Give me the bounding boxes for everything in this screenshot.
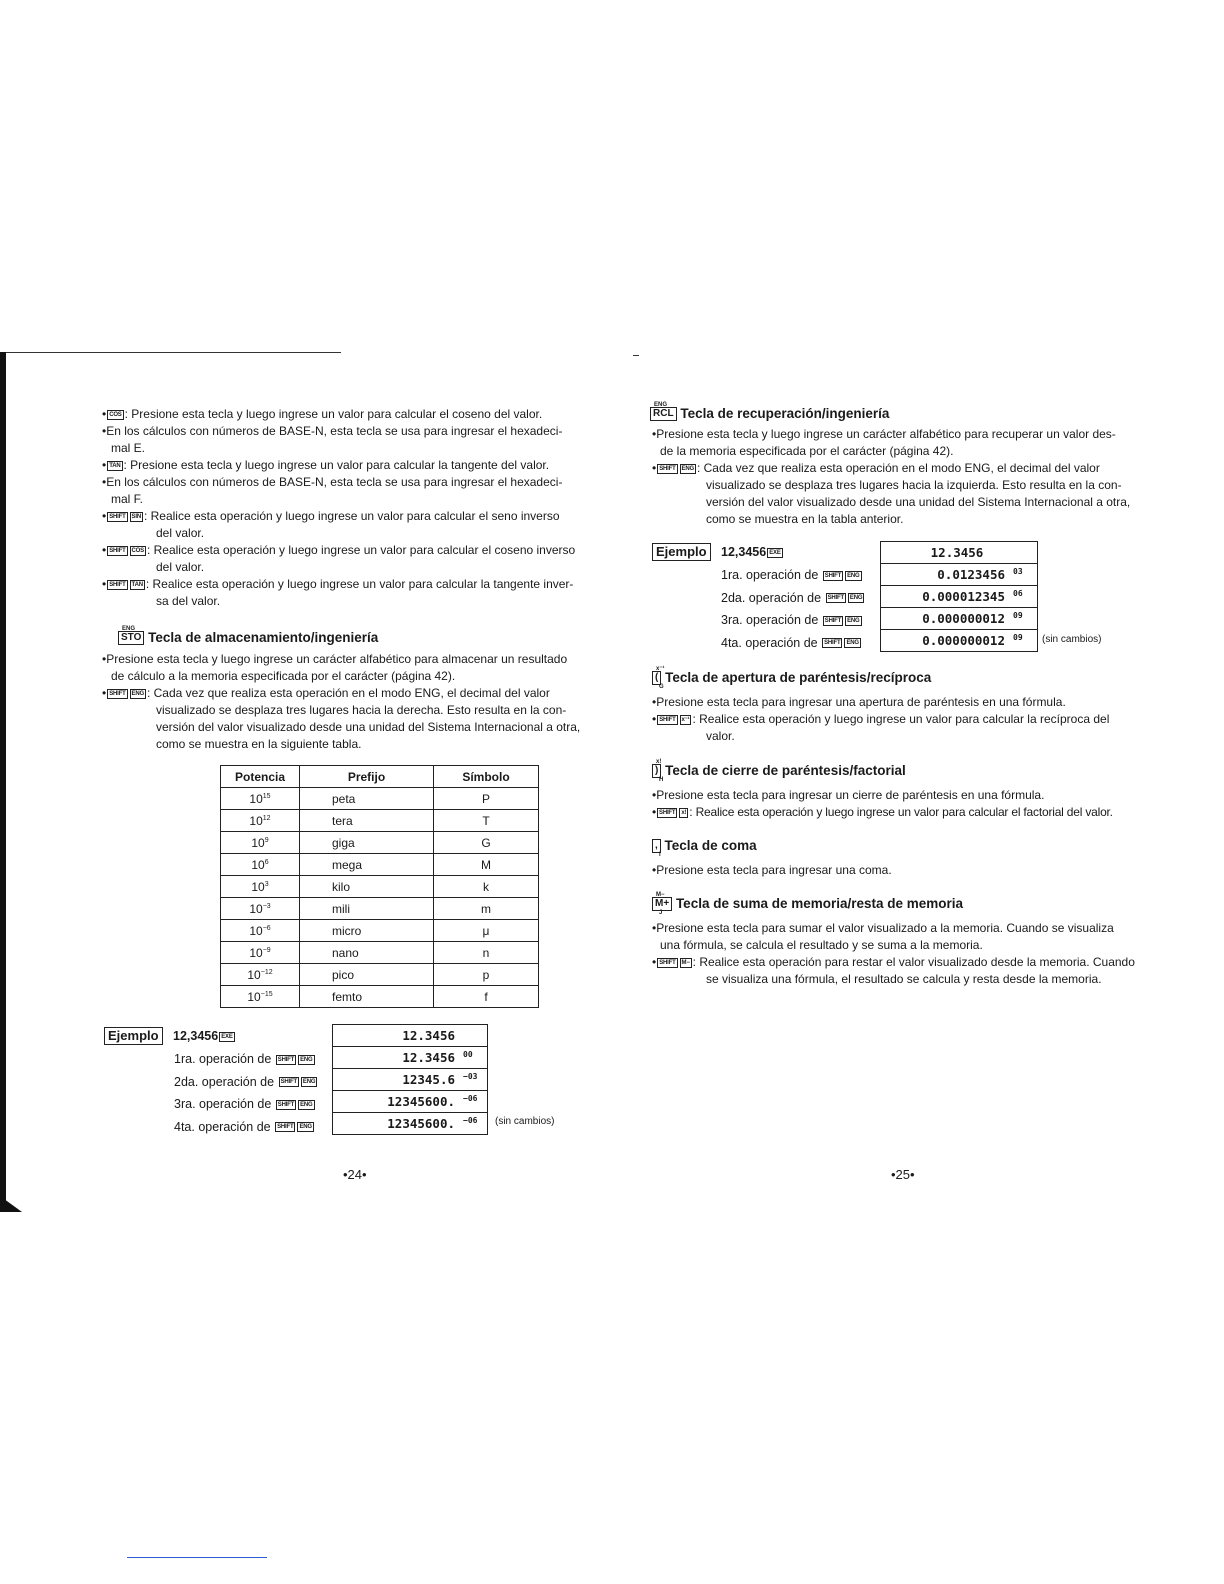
table-row <box>221 788 539 810</box>
page-right <box>612 0 1224 1584</box>
power-cell: $10^{12}$ <box>221 810 300 832</box>
example-label: Ejemplo <box>652 543 711 561</box>
intro-line: • SHIFT SIN : Realice esta operación y luego ingrese un valor para calcular el seno inverso <box>102 509 560 523</box>
shift-key-icon: SHIFT <box>659 465 676 472</box>
body-line: se visualiza una fórmula, el resultado se calcula y resta desde la memoria. <box>706 972 1102 986</box>
prefix-cell: femto <box>300 986 434 1008</box>
prefix-cell: mili <box>300 898 434 920</box>
display-value: 12345600. −06 <box>333 1091 488 1113</box>
intro-line: • TAN : Presione esta tecla y luego ingrese un valor para calcular la tangente del valor. <box>102 458 550 472</box>
intro-line: mal E. <box>111 441 146 455</box>
shift-key-icon: SHIFT <box>109 547 126 554</box>
example-ops-right <box>721 564 865 654</box>
body-line: versión del valor visualizado desde una unidad del Sistema Internacional a otra, <box>706 495 1131 509</box>
eng-key-icon: ENG <box>300 1101 313 1108</box>
m-plus-key-icon: M− M+ J <box>652 897 672 911</box>
op-line: 4ta. operación de SHIFT ENG <box>174 1119 312 1134</box>
display-value: 12345.6 −03 <box>333 1069 488 1091</box>
rcl-key-icon: ENG RCL <box>650 407 677 421</box>
symbol-cell: T <box>434 810 539 832</box>
table-row <box>221 964 539 986</box>
section-heading <box>652 666 932 691</box>
shift-key-icon: SHIFT <box>824 617 842 624</box>
example-input: 12,3456 EXE <box>173 1029 233 1043</box>
power-cell: $10^{-3}$ <box>221 898 300 920</box>
prefix-cell: nano <box>300 942 434 964</box>
power-cell: $10^3$ <box>221 876 300 898</box>
op-line: 3ra. operación de SHIFT ENG <box>721 613 860 628</box>
symbol-cell: p <box>434 964 539 986</box>
intro-line: •En los cálculos con números de BASE-N, esta tecla se usa para ingresar el hexadeci- <box>102 475 563 489</box>
close-paren-key-icon: x! ) H <box>652 764 661 778</box>
col-header: Símbolo <box>434 766 539 788</box>
table-row <box>221 810 539 832</box>
open-paren-key-icon: x⁻¹ ( G <box>652 671 661 685</box>
table-row <box>221 942 539 964</box>
body-line: como se muestra en la tabla anterior. <box>706 512 904 526</box>
display-value: 12345600. −06 <box>333 1113 488 1135</box>
close-paren-section <box>652 759 906 784</box>
body-line: una fórmula, se calcula el resultado y se suma a la memoria. <box>660 938 983 952</box>
display-value: 0.000000012 09 <box>881 630 1038 652</box>
body-line: • SHIFT M− : Realice esta operación para restar el valor visualizado desde la memoria. Cuando <box>652 955 1135 969</box>
power-cell: $10^{-9}$ <box>221 942 300 964</box>
eng-key-icon: ENG <box>131 690 144 697</box>
op-line: 1ra. operación de SHIFT ENG <box>174 1052 313 1066</box>
symbol-cell: μ <box>434 920 539 942</box>
sto-body <box>102 651 612 753</box>
intro-line: mal F. <box>111 492 144 506</box>
prefix-cell: peta <box>300 788 434 810</box>
memory-body <box>652 920 1212 988</box>
example-right <box>652 543 784 561</box>
example-ops-left <box>174 1048 318 1138</box>
section-title: Tecla de suma de memoria/resta de memoria <box>675 896 964 911</box>
tan-key-icon: TAN <box>131 581 143 588</box>
eng-key-icon: ENG <box>849 595 863 602</box>
shift-key-icon: SHIFT <box>659 809 676 816</box>
symbol-cell: n <box>434 942 539 964</box>
op-line: 2da. operación de SHIFT ENG <box>174 1074 316 1089</box>
body-line: • SHIFT ENG : Cada vez que realiza esta operación en el modo ENG, el decimal del valor <box>102 686 550 700</box>
shift-key-icon: SHIFT <box>109 690 126 697</box>
exe-key-icon: EXE <box>769 549 781 556</box>
example-left <box>104 1027 236 1045</box>
display-value: 0.000000012 09 <box>881 608 1038 630</box>
symbol-cell: k <box>434 876 539 898</box>
shift-key-icon: SHIFT <box>109 513 126 520</box>
table-row <box>221 854 539 876</box>
symbol-cell: P <box>434 788 539 810</box>
body-line: •Presione esta tecla y luego ingrese un carácter alfabético para recuperar un valor des- <box>652 427 1116 441</box>
intro-line: • SHIFT COS : Realice esta operación y luego ingrese un valor para calcular el coseno inverso <box>102 543 576 557</box>
eng-key-icon: ENG <box>681 465 694 472</box>
body-line: • SHIFT x! : Realice esta operación y luego ingrese un valor para calcular el factorial del valor. <box>652 805 1113 819</box>
cos-key-icon: COS <box>131 547 144 554</box>
body-line: de cálculo a la memoria especificada por el carácter (página 42). <box>111 669 456 683</box>
display-value: 0.0123456 03 <box>881 564 1038 586</box>
intro-line: • COS : Presione esta tecla y luego ingrese un valor para calcular el coseno del valor. <box>102 407 543 421</box>
cos-key-icon: COS <box>109 411 122 418</box>
sto-section <box>118 626 612 645</box>
eng-key-icon: ENG <box>847 617 860 624</box>
example-label: Ejemplo <box>104 1027 163 1045</box>
section-heading <box>650 402 890 421</box>
body-line: como se muestra en la siguiente tabla. <box>156 737 362 751</box>
power-cell: $10^{-12}$ <box>221 964 300 986</box>
section-title: Tecla de cierre de paréntesis/factorial <box>665 763 906 778</box>
body-line: •Presione esta tecla para ingresar una apertura de paréntesis en una fórmula. <box>652 695 1066 709</box>
table-row <box>221 832 539 854</box>
display-value: 0.000012345 06 <box>881 586 1038 608</box>
eng-key-icon: ENG <box>299 1124 312 1131</box>
shift-key-icon: SHIFT <box>824 572 842 579</box>
eng-key-icon: ENG <box>846 640 859 647</box>
tan-key-icon: TAN <box>109 462 121 469</box>
unchanged-note: (sin cambios) <box>495 1116 555 1127</box>
prefix-cell: kilo <box>300 876 434 898</box>
power-cell: $10^9$ <box>221 832 300 854</box>
factorial-key-icon: x! <box>681 809 687 816</box>
display-value: 12.3456 <box>333 1025 488 1047</box>
comma-section <box>652 838 757 859</box>
display-value: 12.3456 00 <box>333 1047 488 1069</box>
intro-line: • SHIFT TAN : Realice esta operación y luego ingrese un valor para calcular la tangente inver- <box>102 577 574 591</box>
section-title: Tecla de coma <box>664 838 757 853</box>
unchanged-note: (sin cambios) <box>1042 634 1102 645</box>
body-line: •Presione esta tecla para ingresar una coma. <box>652 863 892 877</box>
section-heading <box>652 838 757 859</box>
table-header-row <box>221 766 539 788</box>
page-number: •24• <box>343 1167 367 1182</box>
body-line: valor. <box>706 729 735 743</box>
example-input: 12,3456 EXE <box>721 545 781 559</box>
prefix-cell: giga <box>300 832 434 854</box>
section-heading <box>652 892 964 917</box>
shift-key-icon: SHIFT <box>659 959 676 966</box>
prefix-cell: tera <box>300 810 434 832</box>
prefix-cell: pico <box>300 964 434 986</box>
display-table-left <box>332 1024 488 1135</box>
symbol-cell: M <box>434 854 539 876</box>
table-row <box>221 986 539 1008</box>
prefix-cell: mega <box>300 854 434 876</box>
prefix-cell: micro <box>300 920 434 942</box>
body-line: visualizado se desplaza tres lugares hacia la izquierda. Esto resulta en la con- <box>706 478 1122 492</box>
op-line: 4ta. operación de SHIFT ENG <box>721 635 859 650</box>
body-line: •Presione esta tecla para sumar el valor visualizado a la memoria. Cuando se visualiza <box>652 921 1114 935</box>
body-line: visualizado se desplaza tres lugares hacia la derecha. Esto resulta en la con- <box>156 703 567 717</box>
section-title: Tecla de apertura de paréntesis/recíproca <box>665 670 932 685</box>
shift-key-icon: SHIFT <box>659 716 676 723</box>
col-header: Potencia <box>221 766 300 788</box>
open-paren-section <box>652 666 932 691</box>
body-line: •Presione esta tecla y luego ingrese un carácter alfabético para almacenar un resultado <box>102 652 568 666</box>
table-row <box>221 876 539 898</box>
op-line: 3ra. operación de SHIFT ENG <box>174 1097 313 1112</box>
table-row <box>221 898 539 920</box>
op-line: 1ra. operación de SHIFT ENG <box>721 568 860 582</box>
body-line: versión del valor visualizado desde una unidad del Sistema Internacional a otra, <box>156 720 581 734</box>
section-title: Tecla de recuperación/ingeniería <box>680 406 890 421</box>
m-minus-key-icon: M− <box>681 959 690 966</box>
shift-key-icon: SHIFT <box>277 1124 294 1131</box>
memory-section <box>652 892 964 917</box>
symbol-cell: f <box>434 986 539 1008</box>
power-cell: $10^{-15}$ <box>221 986 300 1008</box>
section-title: Tecla de almacenamiento/ingeniería <box>148 630 379 645</box>
symbol-cell: m <box>434 898 539 920</box>
shift-key-icon: SHIFT <box>277 1056 295 1063</box>
open-paren-body <box>652 694 1212 745</box>
eng-key-icon: ENG <box>302 1079 316 1086</box>
display-value: 12.3456 <box>881 542 1038 564</box>
sin-key-icon: SIN <box>131 513 141 520</box>
intro-line: del valor. <box>156 560 205 574</box>
sto-key-icon: ENG STO <box>118 631 144 645</box>
shift-key-icon: SHIFT <box>277 1101 295 1108</box>
rcl-body <box>652 426 1212 528</box>
power-cell: $10^{-6}$ <box>221 920 300 942</box>
intro-line: del valor. <box>156 526 205 540</box>
comma-body <box>652 862 1212 879</box>
exe-key-icon: EXE <box>221 1033 233 1040</box>
power-cell: $10^6$ <box>221 854 300 876</box>
intro-block <box>102 406 612 610</box>
power-cell: $10^{15}$ <box>221 788 300 810</box>
shift-key-icon: SHIFT <box>824 640 841 647</box>
symbol-cell: G <box>434 832 539 854</box>
col-header: Prefijo <box>300 766 434 788</box>
shift-key-icon: SHIFT <box>280 1079 297 1086</box>
body-line: de la memoria especificada por el carácter (página 42). <box>660 444 954 458</box>
display-table-right <box>880 541 1038 652</box>
comma-key-icon: , I <box>652 839 661 853</box>
close-paren-body <box>652 787 1212 821</box>
section-heading <box>118 626 612 645</box>
op-line: 2da. operación de SHIFT ENG <box>721 590 863 605</box>
intro-line: sa del valor. <box>156 594 221 608</box>
intro-line: •En los cálculos con números de BASE-N, esta tecla se usa para ingresar el hexadeci- <box>102 424 563 438</box>
eng-key-icon: ENG <box>847 572 860 579</box>
body-line: •Presione esta tecla para ingresar un cierre de paréntesis en una fórmula. <box>652 788 1045 802</box>
table-row <box>221 920 539 942</box>
eng-key-icon: ENG <box>300 1056 313 1063</box>
shift-key-icon: SHIFT <box>827 595 844 602</box>
rcl-section <box>650 402 890 421</box>
section-heading <box>652 759 906 784</box>
body-line: • SHIFT ENG : Cada vez que realiza esta operación en el modo ENG, el decimal del valor <box>652 461 1100 475</box>
body-line: • SHIFT x⁻¹ : Realice esta operación y luego ingrese un valor para calcular la recíproca del <box>652 712 1110 726</box>
page-number: •25• <box>891 1167 915 1182</box>
prefix-table <box>220 765 539 1008</box>
reciprocal-key-icon: x⁻¹ <box>681 716 690 723</box>
shift-key-icon: SHIFT <box>109 581 126 588</box>
